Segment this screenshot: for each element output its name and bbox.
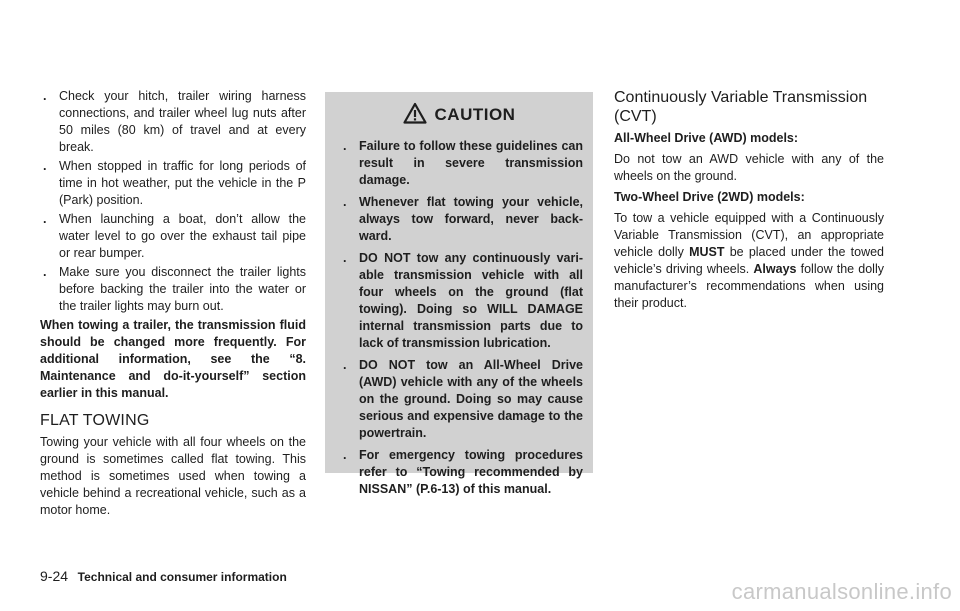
list-item: . When launching a boat, don’t allow the water level to go over the exhaust tail pipe or rear bumper. (43, 212, 306, 260)
caution-item: . Whenever flat towing your vehicle, always tow forward, never back-ward. (343, 195, 583, 243)
cvt-heading: Continuously Variable Transmission (CVT) (614, 89, 868, 125)
watermark: carmanualsonline.info (731, 579, 952, 604)
page-footer (40, 568, 287, 584)
list-item: . Make sure you disconnect the trailer lights before backing the trailer into the water or the trailer lights may burn out. (43, 265, 306, 313)
2wd-text: To tow a vehicle equipped with a Continuously Variable Transmission (CVT), an appropriate vehicle dolly MUST be placed under the towed vehicle’s driving wheels. Always follow the dolly manufacturer’s recommendations when using their product. (614, 211, 884, 310)
awd-subheading: All-Wheel Drive (AWD) models: (614, 131, 799, 145)
left-column (40, 88, 306, 519)
caution-list (335, 138, 583, 498)
caution-title: CAUTION (434, 105, 516, 124)
flat-towing-heading: FLAT TOWING (40, 412, 150, 429)
caution-column (325, 92, 593, 496)
transmission-fluid-note: When towing a trailer, the transmission fluid should be changed more frequently. For additional information, see the “8. Maintenance and do-it-yourself” section earlier in this manual. (40, 318, 306, 400)
towing-tips-list (40, 88, 306, 315)
caution-item: . DO NOT tow any continuously vari-able transmission vehicle with all four wheels on the ground (flat towing). Doing so WILL DAMAGE internal transmission parts due to lack of transmission lubrication. (343, 251, 583, 350)
awd-text: Do not tow an AWD vehicle with any of the wheels on the ground. (614, 152, 884, 183)
2wd-subheading: Two-Wheel Drive (2WD) models: (614, 190, 805, 204)
caution-header (335, 100, 583, 130)
list-item: . When stopped in traffic for long periods of time in hot weather, put the vehicle in the P (Park) position. (43, 159, 306, 207)
caution-item: . Failure to follow these guidelines can result in severe transmission damage. (343, 139, 583, 187)
caution-item: . For emergency towing procedures refer to “Towing recommended by NISSAN” (P.6-13) of this manual. (343, 448, 583, 496)
page-number: 9-24 (40, 568, 69, 584)
flat-towing-text: Towing your vehicle with all four wheels on the ground is sometimes called flat towing. This method is sometimes used when towing a vehicle behind a recreational vehicle, such as a motor home. (40, 435, 306, 517)
warning-triangle-icon (403, 102, 427, 129)
caution-item: . DO NOT tow an All-Wheel Drive (AWD) vehicle with any of the wheels on the ground. Doing so may cause serious and expensive damage to the powertrain. (343, 358, 583, 440)
list-item: . Check your hitch, trailer wiring harness connections, and trailer wheel lug nuts after 50 miles (80 km) of travel and at every break. (43, 89, 306, 154)
section-title: Technical and consumer information (77, 570, 287, 584)
right-column (614, 88, 884, 316)
caution-box (325, 92, 593, 496)
